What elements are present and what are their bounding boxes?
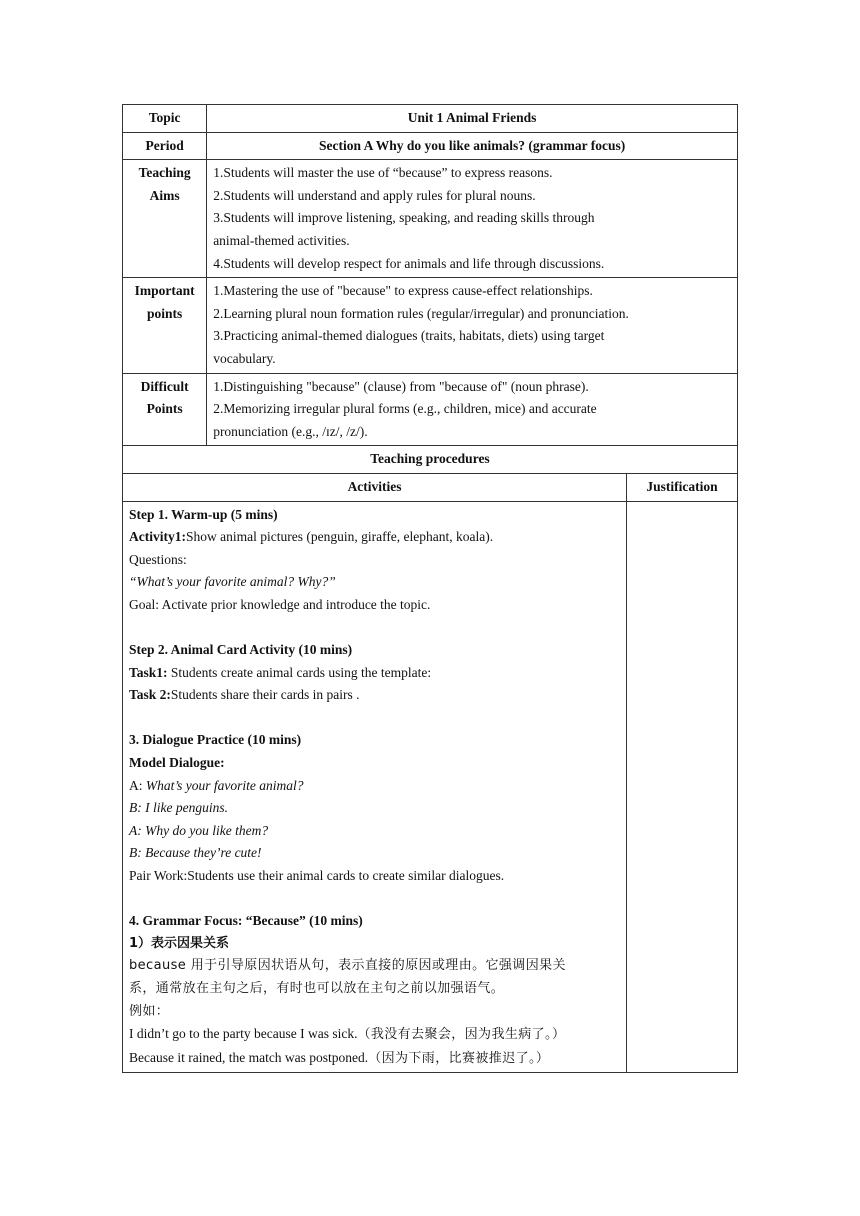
important-item: 1.Mastering the use of "because" to express cause-effect relationships.	[213, 283, 593, 299]
step1-goal: Goal: Activate prior knowledge and introduce the topic.	[129, 596, 431, 612]
step4-title: 4. Grammar Focus: “Because” (10 mins)	[129, 913, 363, 929]
spacer	[129, 707, 620, 730]
step1-title: Step 1. Warm-up (5 mins)	[129, 506, 278, 522]
step3-title: 3. Dialogue Practice (10 mins)	[129, 732, 302, 748]
step4-example	[129, 1047, 620, 1071]
procedures-title-row	[123, 446, 738, 474]
topic-label: Topic	[123, 105, 207, 133]
spacer	[129, 888, 620, 911]
teaching-aims-content	[207, 160, 738, 278]
important-points-row	[123, 278, 738, 373]
aim-item: 2.Students will understand and apply rules for plural nouns.	[213, 187, 536, 203]
justification-header: Justification	[627, 473, 738, 501]
period-row	[123, 132, 738, 160]
step1-activity	[129, 526, 620, 549]
example-english: Because it rained, the match was postponed.	[129, 1049, 369, 1065]
difficult-points-label-line-2: Points	[146, 401, 183, 417]
example-english: I didn’t go to the party because I was sick.	[129, 1026, 358, 1042]
teaching-aims-label-line-1: Teaching	[138, 165, 191, 181]
dialogue-line	[129, 775, 620, 798]
example-chinese: （我没有去聚会，因为我生病了。）	[357, 1027, 566, 1043]
step1-questions-label: Questions:	[129, 551, 187, 567]
period-label: Period	[123, 132, 207, 160]
step1-activity-label: Activity1:	[129, 529, 186, 545]
justification-content	[627, 501, 738, 1073]
step1-activity-text: Show animal pictures (penguin, giraffe, elephant, koala).	[185, 529, 494, 545]
aim-item: 4.Students will develop respect for animals and life through discussions.	[213, 255, 605, 271]
important-points-label	[123, 278, 207, 373]
step3-model-label: Model Dialogue:	[129, 755, 225, 771]
difficult-points-label-line-1: Difficult	[140, 378, 189, 394]
step2-title: Step 2. Animal Card Activity (10 mins)	[129, 642, 353, 658]
difficult-points-content	[207, 373, 738, 446]
dialogue-speaker: A:	[129, 777, 146, 793]
aim-item: 1.Students will master the use of “because” to express reasons.	[213, 165, 553, 181]
procedures-body-row	[123, 501, 738, 1073]
topic-value: Unit 1 Animal Friends	[207, 105, 738, 133]
example-chinese: （因为下雨，比赛被推迟了。）	[368, 1050, 550, 1066]
activities-content	[123, 501, 627, 1073]
difficult-item: 1.Distinguishing "because" (clause) from "because of" (noun phrase).	[213, 378, 589, 394]
dialogue-line: B: I like penguins.	[129, 800, 228, 816]
step4-example	[129, 1023, 620, 1047]
step1-question: “What’s your favorite animal? Why?”	[129, 574, 336, 590]
step4-example-label: 例如：	[129, 1003, 170, 1019]
topic-row	[123, 105, 738, 133]
teaching-aims-label-line-2: Aims	[149, 187, 180, 203]
important-points-content	[207, 278, 738, 373]
teaching-aims-row	[123, 160, 738, 278]
important-item: vocabulary.	[213, 350, 276, 366]
important-points-label-line-2: points	[146, 305, 183, 321]
important-points-label-line-1: Important	[134, 283, 195, 299]
step4-sub-heading: 1）表示因果关系	[129, 935, 230, 951]
aim-item: animal-themed activities.	[213, 232, 350, 248]
dialogue-line: A: Why do you like them?	[129, 822, 269, 838]
step4-explanation-line: 系，通常放在主句之后，有时也可以放在主句之前以加强语气。	[129, 980, 505, 996]
teaching-aims-label	[123, 160, 207, 278]
step3-pair-work: Pair Work:Students use their animal cards to create similar dialogues.	[129, 868, 505, 883]
step2-task1-label: Task1:	[129, 664, 168, 680]
difficult-points-label	[123, 373, 207, 446]
column-header-row	[123, 473, 738, 501]
procedures-title: Teaching procedures	[123, 446, 738, 474]
step2-task2-text: Students share their cards in pairs .	[170, 687, 360, 703]
step4-explanation-line: because 用于引导原因状语从句，表示直接的原因或理由。它强调因果关	[129, 958, 566, 974]
dialogue-line: B: Because they’re cute!	[129, 845, 262, 861]
important-item: 2.Learning plural noun formation rules (regular/irregular) and pronunciation.	[213, 305, 629, 321]
important-item: 3.Practicing animal-themed dialogues (traits, habitats, diets) using target	[213, 328, 605, 344]
step2-task2-label: Task 2:	[129, 687, 171, 703]
difficult-item: 2.Memorizing irregular plural forms (e.g., children, mice) and accurate	[213, 401, 597, 417]
activities-header: Activities	[123, 473, 627, 501]
aim-item: 3.Students will improve listening, speaking, and reading skills through	[213, 210, 595, 226]
difficult-item: pronunciation (e.g., /ɪz/, /z/).	[213, 423, 368, 439]
period-value: Section A Why do you like animals? (grammar focus)	[207, 132, 738, 160]
step2-task1	[129, 662, 620, 685]
difficult-points-row	[123, 373, 738, 446]
spacer	[129, 616, 620, 639]
step2-task2	[129, 684, 620, 707]
dialogue-text: What’s your favorite animal?	[145, 777, 304, 793]
step2-task1-text: Students create animal cards using the template:	[167, 664, 432, 680]
lesson-plan-table	[122, 104, 738, 1073]
